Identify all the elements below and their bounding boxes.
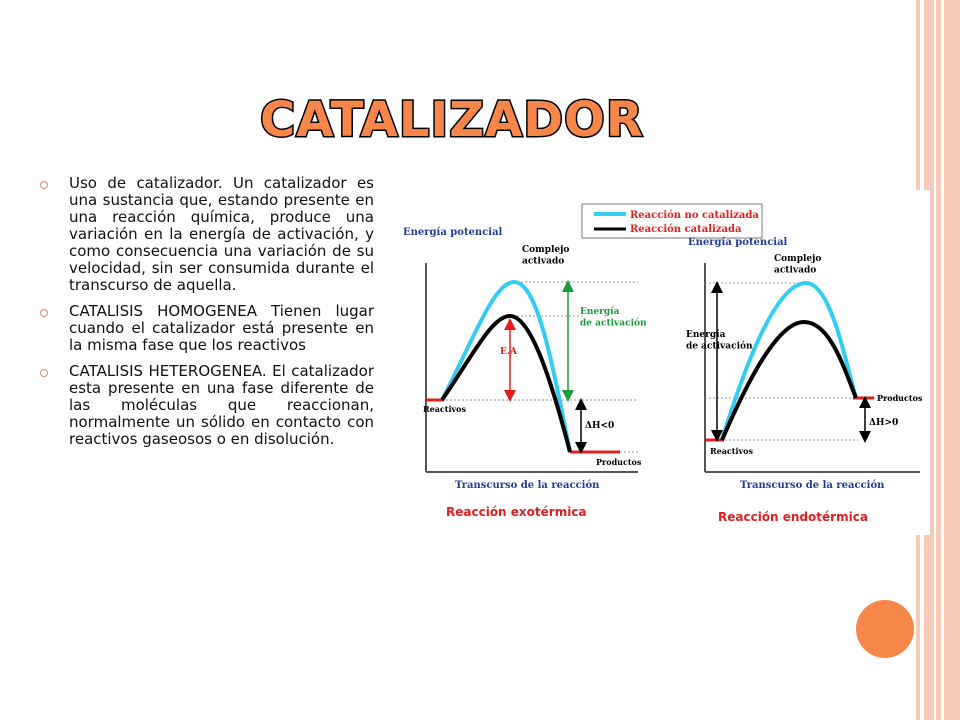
complex-label: Complejo activado xyxy=(522,245,570,267)
x-axis-label: Transcurso de la reacción xyxy=(740,480,885,491)
bullet-item xyxy=(40,303,374,354)
bullet-text: CATALISIS HETEROGENEA. El catalizador esta presente en una fase diferente de las moléculas que reaccionan, normalmente un sólido en contacto con reactivos gaseosos o en disolución. xyxy=(69,362,374,448)
dh-label: ΔH<0 xyxy=(585,421,615,431)
legend-label-uncatalyzed: Reacción no catalizada xyxy=(630,210,759,221)
complex-label: Complejo activado xyxy=(774,254,822,276)
bullet-item xyxy=(40,175,374,294)
decor-circle xyxy=(856,600,914,658)
y-axis-label: Energía potencial xyxy=(688,237,788,248)
bullet-list xyxy=(40,175,374,457)
bullet-dot-icon xyxy=(40,309,48,317)
energy-diagram xyxy=(398,190,930,535)
slide-title xyxy=(250,82,650,152)
legend-label-catalyzed: Reacción catalizada xyxy=(630,224,742,235)
ea-label: E.A xyxy=(500,347,517,357)
products-label: Productos xyxy=(596,457,642,467)
bullet-dot-icon xyxy=(40,369,48,377)
decor-stripe xyxy=(944,0,960,720)
decor-stripe xyxy=(936,0,941,720)
reactants-label: Reactivos xyxy=(710,446,754,456)
x-axis-label: Transcurso de la reacción xyxy=(455,480,600,491)
y-axis-label: Energía potencial xyxy=(403,227,503,238)
slide-title-text: CATALIZADOR xyxy=(260,92,644,148)
products-label: Productos xyxy=(877,393,923,403)
activation-label: Energía de activación xyxy=(580,307,647,329)
activation-label: Energía de activación xyxy=(686,330,753,352)
bullet-item xyxy=(40,363,374,448)
chart-caption: Reacción endotérmica xyxy=(718,510,868,524)
chart-caption: Reacción exotérmica xyxy=(446,505,587,519)
dh-label: ΔH>0 xyxy=(869,418,899,428)
bullet-text: CATALISIS HOMOGENEA Tienen lugar cuando el catalizador está presente en la misma fase que los reactivos xyxy=(69,302,374,354)
reactants-label: Reactivos xyxy=(423,404,467,414)
bullet-dot-icon xyxy=(40,181,48,189)
legend xyxy=(582,204,762,238)
bullet-text: Uso de catalizador. Un catalizador es una sustancia que, estando presente en una reacción química, produce una variación en la energía de activación, y como consecuencia una variación de su velocidad, sin ser consumida durante el transcurso de aquella. xyxy=(69,174,374,294)
